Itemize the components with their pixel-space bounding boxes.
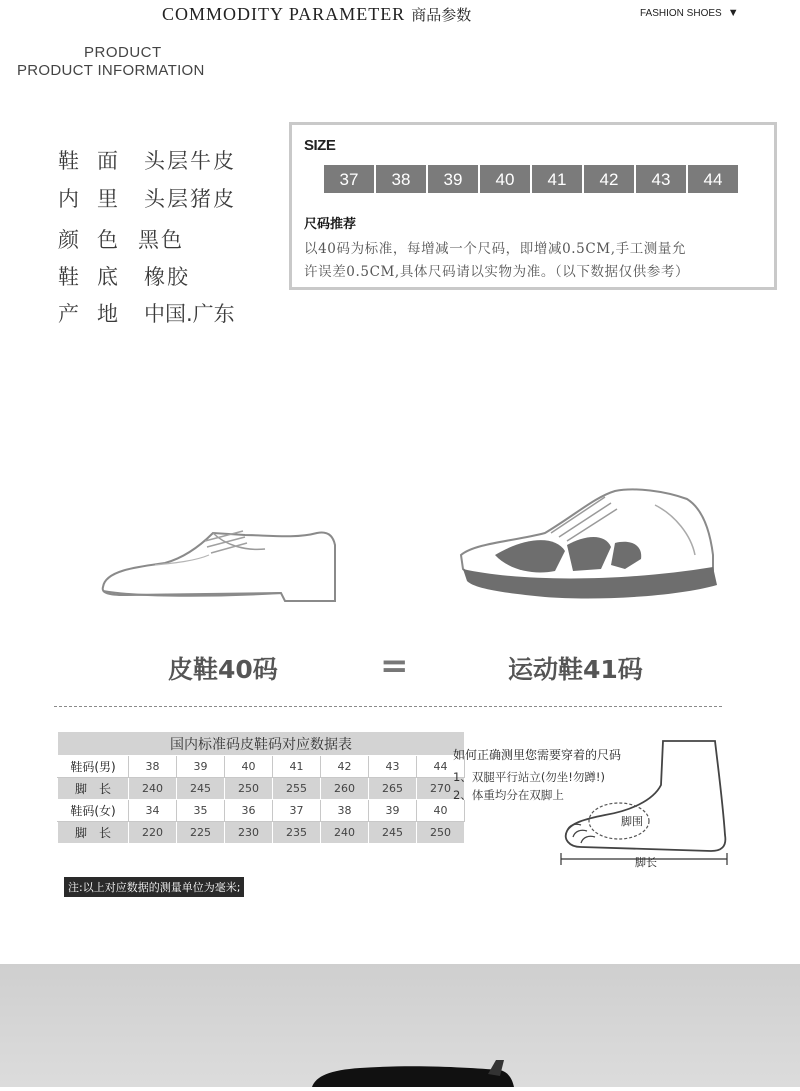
row-header: 脚 长 xyxy=(58,822,129,844)
measure-title: 如何正确测里您需要穿着的尺码 xyxy=(453,748,622,762)
table-cell: 230 xyxy=(225,822,273,844)
table-caption: 国内标准码皮鞋码对应数据表 xyxy=(58,732,465,756)
table-cell: 245 xyxy=(177,778,225,800)
param-key: 鞋面 xyxy=(58,149,136,173)
table-cell: 43 xyxy=(369,756,417,778)
param-value: 头层猪皮 xyxy=(144,187,236,211)
section-title xyxy=(162,4,471,25)
size-recommend-text xyxy=(304,238,770,284)
table-cell: 39 xyxy=(177,756,225,778)
dashed-divider xyxy=(54,706,722,707)
equals-sign: = xyxy=(380,646,409,686)
row-header: 鞋码(女) xyxy=(58,800,129,822)
table-cell: 250 xyxy=(417,822,465,844)
size-recommend-line: 许误差0.5CM,具体尺码请以实物为准。（以下数据仅供参考） xyxy=(304,264,690,280)
leather-shoe-size-label: 皮鞋40码 xyxy=(168,655,278,684)
param-value: 中国.广东 xyxy=(144,302,235,326)
product-info-heading: PRODUCT INFORMATION xyxy=(17,62,205,79)
size-recommend-title: 尺码推荐 xyxy=(304,217,357,232)
table-cell: 35 xyxy=(177,800,225,822)
param-value: 黑色 xyxy=(138,228,184,252)
param-key: 产地 xyxy=(58,302,136,326)
param-key: 颜色 xyxy=(58,228,136,252)
measure-step: 2、体重均分在双脚上 xyxy=(453,788,564,802)
foot-measure-illustration xyxy=(545,735,735,875)
table-cell: 38 xyxy=(129,756,177,778)
param-value: 橡胶 xyxy=(144,265,190,289)
unit-note: 注:以上对应数据的测量单位为毫米; xyxy=(64,877,244,897)
table-cell: 250 xyxy=(225,778,273,800)
table-cell: 40 xyxy=(417,800,465,822)
dropdown-arrow-icon: ▼ xyxy=(727,7,739,19)
param-row-sole xyxy=(58,261,190,291)
boot-top-shape xyxy=(0,964,800,1087)
size-option[interactable]: 38 xyxy=(376,165,426,193)
section-title-en: COMMODITY PARAMETER xyxy=(162,4,406,24)
size-option[interactable]: 44 xyxy=(688,165,738,193)
size-option[interactable]: 40 xyxy=(480,165,530,193)
row-header: 脚 长 xyxy=(58,778,129,800)
size-option[interactable]: 39 xyxy=(428,165,478,193)
table-cell: 260 xyxy=(321,778,369,800)
table-row xyxy=(58,822,465,844)
size-panel xyxy=(289,122,777,290)
param-row-color xyxy=(58,224,184,254)
table-cell: 41 xyxy=(273,756,321,778)
table-cell: 240 xyxy=(129,778,177,800)
size-option[interactable]: 37 xyxy=(324,165,374,193)
table-cell: 36 xyxy=(225,800,273,822)
table-cell: 34 xyxy=(129,800,177,822)
fashion-shoes-menu[interactable] xyxy=(640,7,739,19)
length-label: 脚长 xyxy=(635,856,657,869)
table-cell: 225 xyxy=(177,822,225,844)
sport-shoe-illustration xyxy=(455,485,720,605)
table-cell: 37 xyxy=(273,800,321,822)
param-row-origin xyxy=(58,298,235,328)
size-conversion-table xyxy=(57,731,465,844)
product-heading: PRODUCT xyxy=(84,44,162,61)
table-row xyxy=(58,800,465,822)
girth-label: 脚围 xyxy=(621,815,643,828)
table-cell: 235 xyxy=(273,822,321,844)
table-cell: 40 xyxy=(225,756,273,778)
table-cell: 220 xyxy=(129,822,177,844)
product-photo xyxy=(0,964,800,1087)
size-recommend-line: 以40码为标准，每增减一个尺码，即增减0.5CM,手工测量允 xyxy=(304,241,687,257)
param-key: 内里 xyxy=(58,187,136,211)
table-row xyxy=(58,778,465,800)
table-cell: 39 xyxy=(369,800,417,822)
param-key: 鞋底 xyxy=(58,265,136,289)
table-cell: 255 xyxy=(273,778,321,800)
size-option[interactable]: 42 xyxy=(584,165,634,193)
param-value: 头层牛皮 xyxy=(144,149,236,173)
size-option[interactable]: 41 xyxy=(532,165,582,193)
section-title-cn: 商品参数 xyxy=(411,6,472,24)
table-cell: 240 xyxy=(321,822,369,844)
size-label: SIZE xyxy=(304,137,336,154)
measure-step: 1、双腿平行站立(勿坐!勿蹲!) xyxy=(453,770,606,784)
table-cell: 270 xyxy=(417,778,465,800)
table-cell: 245 xyxy=(369,822,417,844)
row-header: 鞋码(男) xyxy=(58,756,129,778)
param-row-lining xyxy=(58,183,236,213)
table-cell: 44 xyxy=(417,756,465,778)
size-option[interactable]: 43 xyxy=(636,165,686,193)
size-options xyxy=(324,165,740,193)
leather-shoe-illustration xyxy=(95,505,345,615)
table-row xyxy=(58,756,465,778)
table-cell: 265 xyxy=(369,778,417,800)
sport-shoe-size-label: 运动鞋41码 xyxy=(508,655,643,684)
param-row-upper xyxy=(58,145,236,175)
fashion-shoes-label: FASHION SHOES xyxy=(640,8,722,19)
table-cell: 38 xyxy=(321,800,369,822)
table-cell: 42 xyxy=(321,756,369,778)
